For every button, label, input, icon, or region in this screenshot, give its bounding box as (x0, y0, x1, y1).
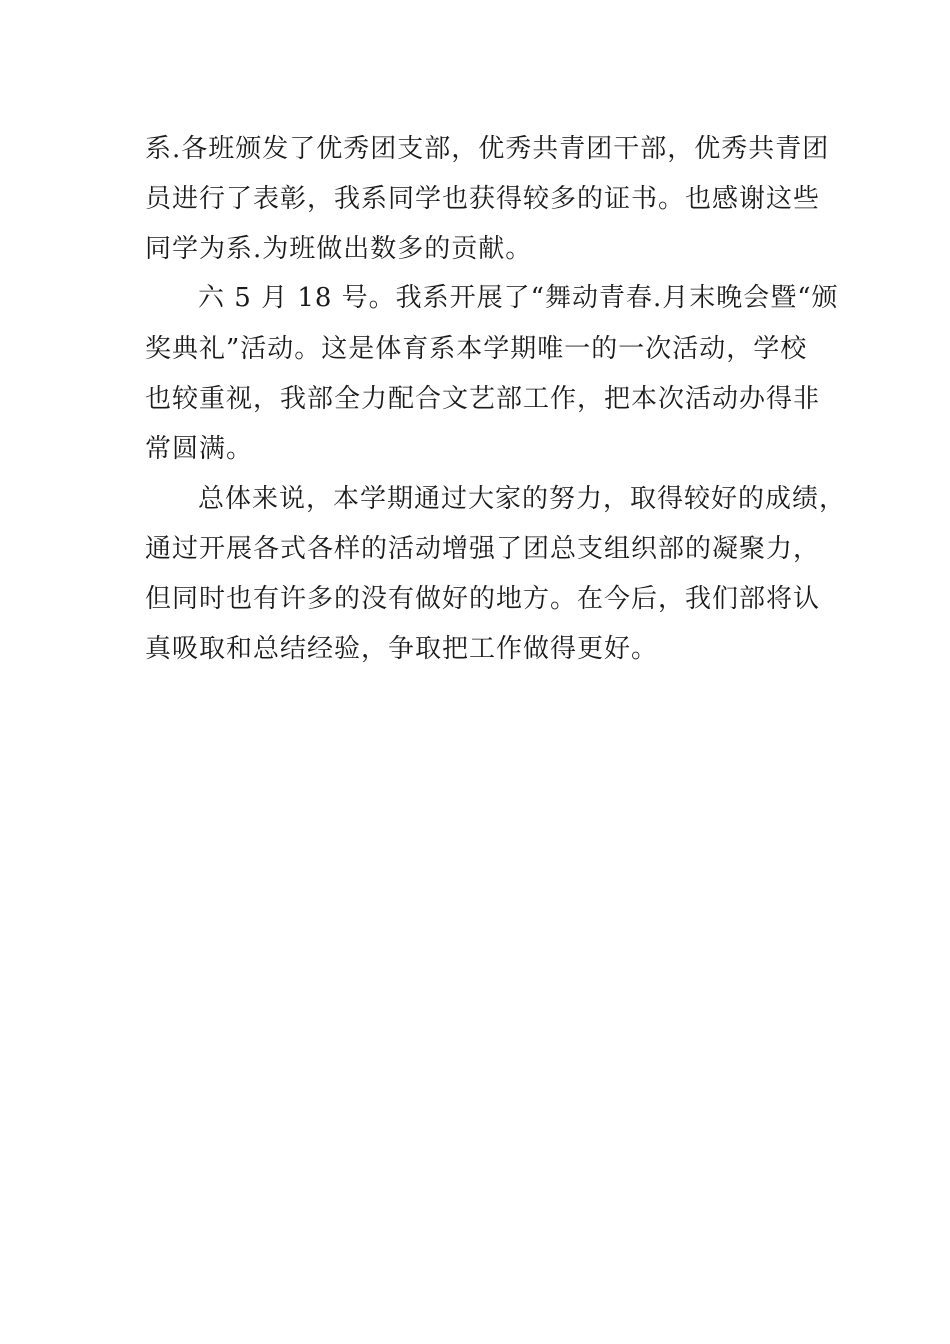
text-line: 同学为系.为班做出数多的贡献。 (145, 234, 533, 264)
paragraph-start-line: 六 5 月 18 号。我系开展了“舞动青春.月末晚会暨“颁 (198, 283, 839, 313)
text-line: 也较重视，我部全力配合文艺部工作，把本次活动办得非 (145, 384, 821, 414)
text-line: 奖典礼”活动。这是体育系本学期唯一的一次活动，学校 (145, 334, 808, 364)
text-line: 但同时也有许多的没有做好的地方。在今后，我们部将认 (145, 584, 821, 614)
text-line: 通过开展各式各样的活动增强了团总支组织部的凝聚力， (145, 534, 821, 564)
text-line: 员进行了表彰，我系同学也获得较多的证书。也感谢这些 (145, 184, 821, 214)
paragraph-start-line: 总体来说，本学期通过大家的努力，取得较好的成绩， (198, 484, 847, 514)
text-line: 常圆满。 (145, 434, 254, 464)
text-line: 真吸取和总结经验，争取把工作做得更好。 (145, 634, 659, 664)
text-line: 系.各班颁发了优秀团支部，优秀共青团干部，优秀共青团 (145, 134, 830, 164)
